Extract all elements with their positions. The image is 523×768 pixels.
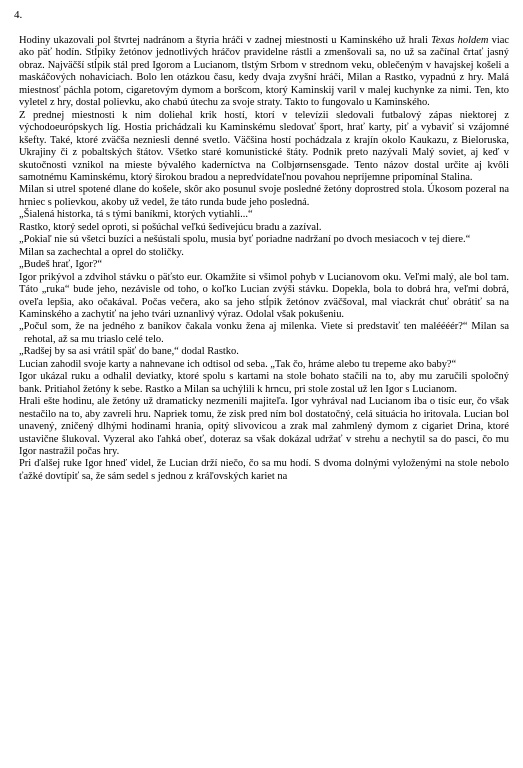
italic-term: Texas holdem [431, 35, 489, 46]
paragraph: Milan sa zachechtal a oprel do stoličky. [19, 246, 184, 258]
paragraph: Z prednej miestnosti k nim doliehal krik hostí, ktorí v televízii sledovali futbalový zápas niektorej z východoeurópskych líg. Hostia prichádzali ku Kaminskému sledovať šport, hrať karty, piť a vybaviť si vzájomné kšefty. Také, ktoré zväčša nezniesli denné svetlo. Väčšina hostí pochádzala z krajín okolo Kaukazu, z Bieloruska, Ukrajiny či z pobaltských štátov. Všetko staré komunistické štáty. Podnik preto nazývali Malý soviet, aj keď v skutočnosti vznikol na mieste bývalého kaderníctva na Colbjørnsensgade. Tento názov dostal určite aj kvôli samotnému Kaminskému, ktorý širokou bradou a nepredvídateľnou povahou nepríjemne pripomínal Stalina. [19, 109, 509, 183]
paragraph-text: viac ako päť hodín. Stĺpiky žetónov jednotlivých hráčov pravidelne rástli a zmenšovali sa, no už sa začínal črtať jasný obraz. Najväčší stĺpik stál pred Igorom a Lucianom, tlstým Srbom v strednom veku, oblečeným v havajskej košeli a maskáčových nohaviciach. Bolo len otázkou času, kedy dvaja zvyšní hráči, Milan a Rastko, vypadnú z hry. Malá miestnosť páchla potom, cigaretovým dymom a boršcom, ktorý Kaminskij varil v malej kuchynke za nimi. Ten, kto vyletel z hry, dostal polievku, ako chabú útechu za svoje straty. Takto to fungovalo u Kaminského. [19, 35, 509, 109]
paragraph: Igor ukázal ruku a odhalil deviatky, ktoré spolu s kartami na stole bohato stačili na to, aby mu zaručili spoločný bank. Pritiahol žetóny k sebe. Rastko a Milan sa uchýlili k hrncu, pri stole zostal už len Igor s Lucianom. [19, 371, 509, 395]
paragraph: Hrali ešte hodinu, ale žetóny už dramaticky nezmenili majiteľa. Igor vyhrával nad Lucianom iba o tisíc eur, čo však nestačilo na to, aby zavreli hru. Napriek tomu, že zisk pred ním bol dostatočný, celá situácia ho iritovala. Lucian bol unavený, zničený dlhými hodinami hrania, opitý slivovicou a zrak mal zahmlený dymom z cigariet Drina, ktoré ustavične šlukoval. Vyzeral ako ľahká obeť, doteraz sa však dokázal udržať v strehu a nechytil sa do pasci, čo mu Igor nastražil počas hry. [19, 396, 509, 457]
paragraph-text: Hodiny ukazovali pol štvrtej nadránom a štyria hráči v zadnej miestnosti u Kaminského už hrali [19, 35, 432, 46]
paragraph: Rastko, ktorý sedel oproti, si pošúchal veľkú šedivejúcu bradu a zazíval. [19, 221, 322, 233]
dialogue-line: „Počul som, že na jedného z baníkov čakala vonku žena aj milenka. Viete si predstaviť ten maléééér?“ Milan sa rehotal, až sa mu triaslo celé telo. [19, 321, 509, 345]
dialogue-line: „Radšej by sa asi vrátil späť do bane,“ dodal Rastko. [19, 346, 239, 358]
paragraph: Lucian zahodil svoje karty a nahnevane ich odtisol od seba. „Tak čo, hráme alebo tu trepeme ako baby?“ [19, 358, 457, 370]
body-text [19, 35, 509, 483]
dialogue-line: „Budeš hrať, Igor?“ [19, 259, 102, 271]
paragraph: Milan si utrel spotené dlane do košele, skôr ako posunul svoje posledné žetóny doprostred stola. Úkosom pozeral na hrniec s polievkou, akoby už vedel, že táto runda bude jeho posledná. [19, 184, 509, 208]
paragraph: Pri ďalšej ruke Igor hneď videl, že Lucian drží niečo, čo sa mu hodí. S dvoma dolnými vyloženými na stole nebolo ťažké dovtípiť sa, že sám sedel s jednou z kráľovských kariet na [19, 458, 509, 482]
dialogue-line: „Pokiaľ nie sú všetci buzíci a nešústali spolu, musia byť poriadne nadržaní po dvoch mesiacoch v tej diere.“ [19, 234, 471, 246]
dialogue-line: „Šialená historka, tá s tými baníkmi, ktorých vytiahli...“ [19, 209, 253, 221]
paragraph [19, 35, 509, 110]
page-number: 4. [14, 9, 23, 21]
paragraph: Igor prikývol a zdvihol stávku o päťsto eur. Okamžite si všimol pohyb v Lucianovom oku. Veľmi malý, ale bol tam. Táto „ruka“ bude jeho, nezávisle od toho, o koľko Lucian zvýši stávku. Dopekla, bola to dobrá hra, veľmi dobrá, oveľa lepšia, ako očakával. Počas večera, ako sa jeho stĺpik žetónov zväčšoval, mal viackrát chuť obrátiť sa na Kaminského a zachytiť na jeho tvári uznanlivý výraz. Odolal však pokušeniu. [19, 271, 509, 320]
